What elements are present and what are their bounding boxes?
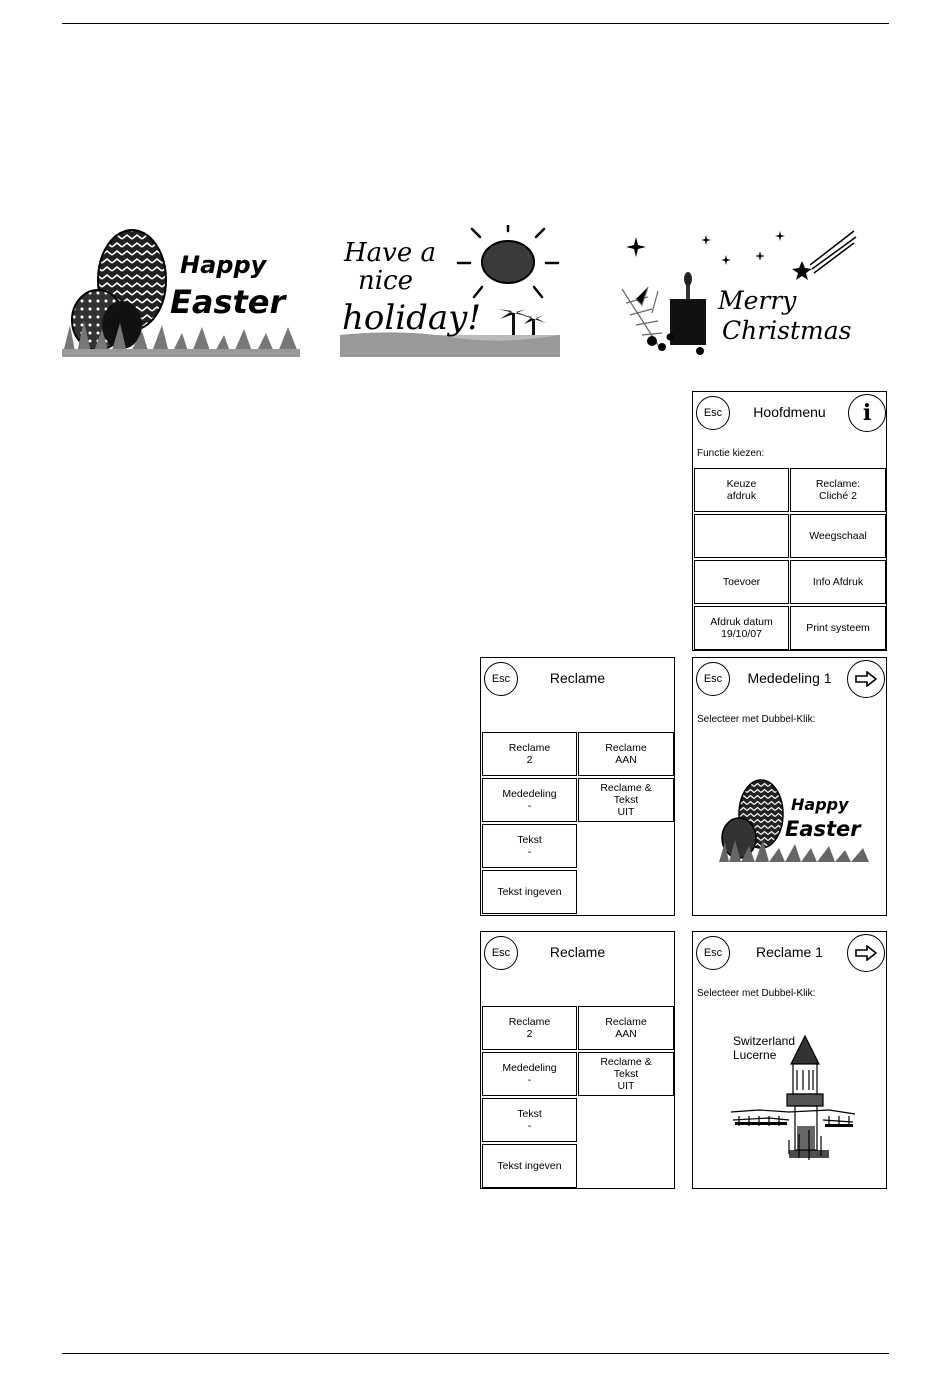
info-afdruk-button[interactable]: Info Afdruk bbox=[790, 560, 886, 604]
esc-button[interactable]: Esc bbox=[696, 936, 730, 970]
top-rule bbox=[62, 23, 889, 24]
reclame-screen-b bbox=[480, 931, 675, 1189]
screen-prompt: Selecteer met Dubbel-Klik: bbox=[697, 988, 816, 999]
lucerne-tower-illustration bbox=[729, 1030, 859, 1162]
easter-egg-illustration bbox=[62, 225, 300, 357]
reclame-aan-button[interactable]: Reclame AAN bbox=[578, 1006, 674, 1050]
reclame-aan-button[interactable]: Reclame AAN bbox=[578, 732, 674, 776]
esc-button[interactable]: Esc bbox=[696, 662, 730, 696]
screen-title: Reclame bbox=[549, 944, 606, 960]
mededeling-screen bbox=[692, 657, 887, 916]
preview-word-happy: Happy bbox=[791, 795, 849, 814]
keuze-afdruk-button[interactable]: Keuze afdruk bbox=[694, 468, 789, 512]
tekst-ingeven-button[interactable]: Tekst ingeven bbox=[482, 870, 577, 914]
lucerne-preview[interactable] bbox=[729, 1030, 859, 1162]
tekst-button[interactable]: Tekst - bbox=[482, 1098, 577, 1142]
bottom-rule bbox=[62, 1353, 889, 1354]
tekst-button[interactable]: Tekst - bbox=[482, 824, 577, 868]
easter-word-easter: Easter bbox=[170, 283, 286, 321]
easter-egg-illustration bbox=[719, 776, 869, 862]
info-button[interactable] bbox=[848, 394, 886, 432]
screen-prompt: Selecteer met Dubbel-Klik: bbox=[697, 714, 816, 725]
screen-title: Reclame 1 bbox=[756, 944, 823, 960]
info-icon: i bbox=[862, 400, 872, 426]
esc-button[interactable]: Esc bbox=[484, 936, 518, 970]
reclame-screen-a bbox=[480, 657, 675, 916]
arrow-right-icon bbox=[854, 671, 878, 687]
candle-stars-illustration bbox=[618, 225, 858, 359]
screen-title: Hoofdmenu bbox=[753, 404, 826, 420]
holiday-line-holiday: holiday! bbox=[342, 298, 482, 338]
esc-button[interactable]: Esc bbox=[696, 396, 730, 430]
christmas-word-christmas: Christmas bbox=[722, 316, 852, 345]
mededeling-button[interactable]: Mededeling - bbox=[482, 1052, 577, 1096]
christmas-word-merry: Merry bbox=[718, 286, 797, 315]
toevoer-button[interactable]: Toevoer bbox=[694, 560, 789, 604]
screen-prompt: Functie kiezen: bbox=[697, 448, 765, 459]
reclame-cliche-button[interactable]: Reclame: Cliché 2 bbox=[790, 468, 886, 512]
easter-word-happy: Happy bbox=[180, 251, 267, 279]
preview-text-lucerne: Lucerne bbox=[733, 1048, 777, 1062]
preview-word-easter: Easter bbox=[785, 817, 861, 841]
sun-palm-illustration bbox=[340, 225, 560, 357]
next-button[interactable] bbox=[847, 660, 885, 698]
preview-text-switzerland: Switzerland bbox=[733, 1034, 796, 1048]
easter-preview[interactable] bbox=[719, 776, 869, 862]
reclame-2-button[interactable]: Reclame 2 bbox=[482, 732, 577, 776]
holiday-line-have-a: Have a bbox=[344, 238, 437, 268]
reclame-tekst-uit-button[interactable]: Reclame & Tekst UIT bbox=[578, 1052, 674, 1096]
reclame-1-screen bbox=[692, 931, 887, 1189]
christmas-banner bbox=[618, 225, 858, 359]
mededeling-button[interactable]: Mededeling - bbox=[482, 778, 577, 822]
reclame-tekst-uit-button[interactable]: Reclame & Tekst UIT bbox=[578, 778, 674, 822]
print-systeem-button[interactable]: Print systeem bbox=[790, 606, 886, 650]
weegschaal-button[interactable]: Weegschaal bbox=[790, 514, 886, 558]
main-menu-screen bbox=[692, 391, 887, 651]
reclame-2-button[interactable]: Reclame 2 bbox=[482, 1006, 577, 1050]
esc-button[interactable]: Esc bbox=[484, 662, 518, 696]
arrow-right-icon bbox=[854, 945, 878, 961]
screen-title: Reclame bbox=[549, 670, 606, 686]
holiday-banner bbox=[340, 225, 560, 357]
next-button[interactable] bbox=[847, 934, 885, 972]
afdruk-datum-button[interactable]: Afdruk datum 19/10/07 bbox=[694, 606, 789, 650]
empty-button[interactable] bbox=[694, 514, 789, 558]
screen-title: Mededeling 1 bbox=[747, 670, 832, 686]
holiday-line-nice: nice bbox=[358, 266, 414, 296]
easter-banner bbox=[62, 225, 300, 357]
tekst-ingeven-button[interactable]: Tekst ingeven bbox=[482, 1144, 577, 1188]
